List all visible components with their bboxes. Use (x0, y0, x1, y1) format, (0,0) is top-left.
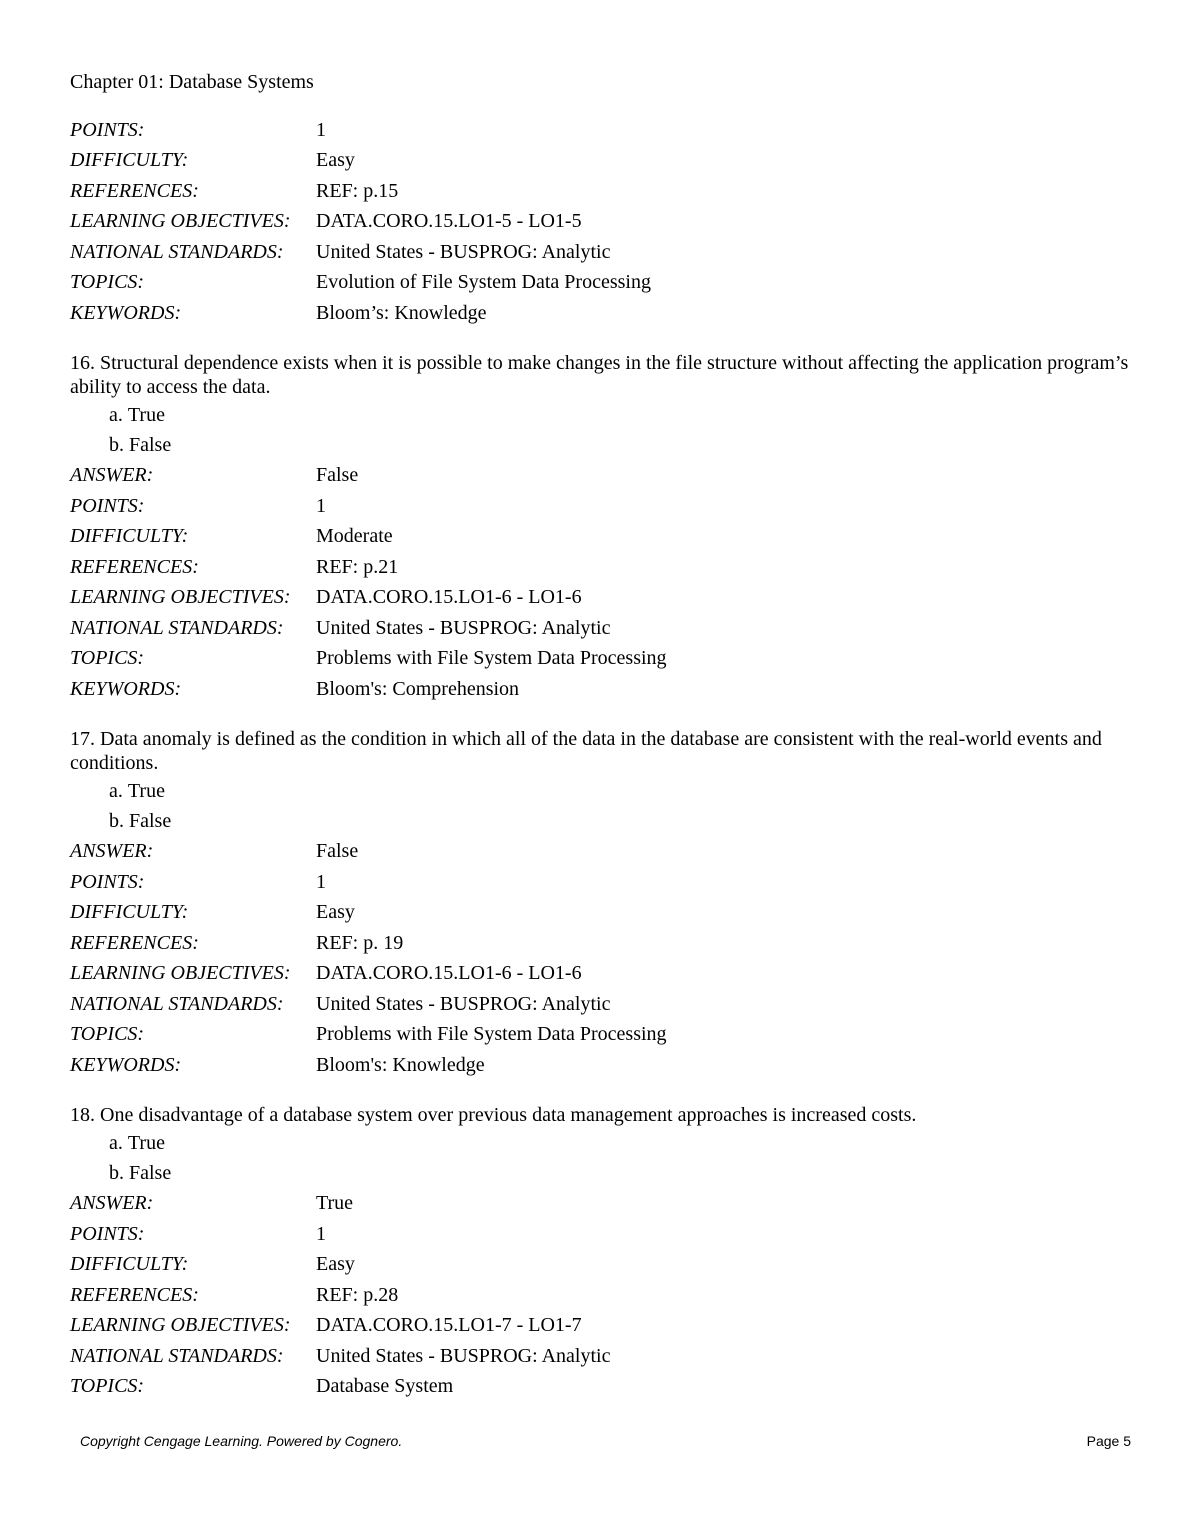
meta-label: DIFFICULTY: (70, 149, 189, 172)
meta-value: United States - BUSPROG: Analytic (316, 240, 611, 263)
meta-value: United States - BUSPROG: Analytic (316, 992, 611, 1015)
option-letter: a. (109, 1132, 123, 1154)
meta-label: ANSWER: (70, 1192, 154, 1215)
meta-label: DIFFICULTY: (70, 901, 189, 924)
meta-value: REF: p. 19 (316, 931, 404, 954)
meta-label: LEARNING OBJECTIVES: (70, 962, 291, 985)
meta-row (70, 898, 1130, 929)
meta-row (70, 268, 1130, 299)
meta-row (70, 552, 1130, 583)
meta-value: DATA.CORO.15.LO1-7 - LO1-7 (316, 1314, 582, 1337)
meta-label: REFERENCES: (70, 1283, 199, 1306)
meta-label: KEYWORDS: (70, 677, 182, 700)
option-text: False (129, 810, 172, 832)
meta-label: POINTS: (70, 870, 145, 893)
meta-row (70, 1280, 1130, 1311)
answer-options (70, 1129, 1130, 1189)
page-number: Page 5 (1086, 1433, 1131, 1449)
meta-row (70, 522, 1130, 553)
meta-value: Easy (316, 1253, 355, 1276)
meta-value: 1 (316, 1222, 326, 1245)
meta-label: REFERENCES: (70, 555, 199, 578)
meta-value: 1 (316, 870, 326, 893)
meta-label: POINTS: (70, 494, 145, 517)
meta-row (70, 1189, 1130, 1220)
meta-value: REF: p.21 (316, 555, 399, 578)
meta-value: DATA.CORO.15.LO1-6 - LO1-6 (316, 586, 582, 609)
meta-value: 1 (316, 118, 326, 141)
meta-value: Database System (316, 1375, 454, 1398)
meta-value: Bloom's: Comprehension (316, 677, 520, 700)
meta-row (70, 613, 1130, 644)
meta-value: Easy (316, 901, 355, 924)
meta-value: Problems with File System Data Processing (316, 647, 667, 670)
meta-label: TOPICS: (70, 647, 145, 670)
option-letter: b. (109, 434, 124, 456)
meta-value: Bloom’s: Knowledge (316, 301, 487, 324)
option-a (70, 401, 1130, 431)
meta-row (70, 583, 1130, 614)
meta-label: REFERENCES: (70, 179, 199, 202)
option-text: True (127, 404, 165, 426)
meta-row (70, 867, 1130, 898)
meta-row (70, 146, 1130, 177)
option-text: False (129, 434, 172, 456)
meta-value: Evolution of File System Data Processing (316, 271, 651, 294)
meta-label: LEARNING OBJECTIVES: (70, 1314, 291, 1337)
option-text: True (127, 1132, 165, 1154)
meta-row (70, 1050, 1130, 1081)
meta-label: NATIONAL STANDARDS: (70, 1344, 284, 1367)
option-a (70, 777, 1130, 807)
meta-row (70, 989, 1130, 1020)
question-16 (70, 351, 1130, 705)
meta-label: POINTS: (70, 1222, 145, 1245)
option-letter: b. (109, 810, 124, 832)
option-letter: b. (109, 1162, 124, 1184)
meta-value: True (316, 1192, 354, 1215)
meta-label: ANSWER: (70, 840, 154, 863)
meta-label: LEARNING OBJECTIVES: (70, 210, 291, 233)
meta-value: Moderate (316, 525, 393, 548)
page-footer (80, 1433, 1131, 1449)
meta-row (70, 298, 1130, 329)
question-18 (70, 1103, 1130, 1403)
meta-label: REFERENCES: (70, 931, 199, 954)
option-text: True (127, 780, 165, 802)
meta-row (70, 176, 1130, 207)
meta-row (70, 674, 1130, 705)
meta-label: KEYWORDS: (70, 301, 182, 324)
meta-row (70, 1219, 1130, 1250)
meta-row (70, 837, 1130, 868)
meta-row (70, 461, 1130, 492)
meta-label: TOPICS: (70, 271, 145, 294)
meta-row (70, 1372, 1130, 1403)
option-text: False (129, 1162, 172, 1184)
question-17 (70, 727, 1130, 1081)
answer-options (70, 777, 1130, 837)
meta-label: KEYWORDS: (70, 1053, 182, 1076)
question-text: 18. One disadvantage of a database system over previous data management approaches is increased costs. (70, 1103, 917, 1126)
meta-row (70, 1020, 1130, 1051)
meta-value: Bloom's: Knowledge (316, 1053, 485, 1076)
meta-value: REF: p.15 (316, 179, 399, 202)
meta-row (70, 1250, 1130, 1281)
question-text: 16. Structural dependence exists when it is possible to make changes in the file structure without affecting the application program’s ability to access the data. (70, 351, 1129, 398)
meta-value: United States - BUSPROG: Analytic (316, 1344, 611, 1367)
meta-label: POINTS: (70, 118, 145, 141)
meta-value: United States - BUSPROG: Analytic (316, 616, 611, 639)
meta-value: 1 (316, 494, 326, 517)
meta-label: DIFFICULTY: (70, 525, 189, 548)
option-a (70, 1129, 1130, 1159)
meta-row (70, 115, 1130, 146)
question-meta (70, 461, 1130, 705)
meta-label: NATIONAL STANDARDS: (70, 240, 284, 263)
meta-row (70, 1311, 1130, 1342)
question-meta (70, 837, 1130, 1081)
option-b (70, 431, 1130, 461)
meta-value: REF: p.28 (316, 1283, 399, 1306)
meta-value: Easy (316, 149, 355, 172)
copyright-notice: Copyright Cengage Learning. Powered by Cognero. (80, 1433, 403, 1449)
chapter-title: Chapter 01: Database Systems (70, 71, 314, 93)
meta-value: False (316, 464, 359, 487)
meta-label: NATIONAL STANDARDS: (70, 616, 284, 639)
meta-label: NATIONAL STANDARDS: (70, 992, 284, 1015)
meta-label: ANSWER: (70, 464, 154, 487)
meta-row (70, 491, 1130, 522)
meta-row (70, 207, 1130, 238)
meta-row (70, 959, 1130, 990)
meta-label: TOPICS: (70, 1375, 145, 1398)
meta-value: DATA.CORO.15.LO1-5 - LO1-5 (316, 210, 582, 233)
meta-row (70, 1341, 1130, 1372)
option-letter: a. (109, 780, 123, 802)
meta-label: TOPICS: (70, 1023, 145, 1046)
meta-value: DATA.CORO.15.LO1-6 - LO1-6 (316, 962, 582, 985)
meta-row (70, 644, 1130, 675)
meta-label: LEARNING OBJECTIVES: (70, 586, 291, 609)
option-b (70, 1159, 1130, 1189)
option-letter: a. (109, 404, 123, 426)
answer-options (70, 401, 1130, 461)
meta-row (70, 237, 1130, 268)
meta-value: Problems with File System Data Processing (316, 1023, 667, 1046)
meta-label: DIFFICULTY: (70, 1253, 189, 1276)
option-b (70, 807, 1130, 837)
meta-row (70, 928, 1130, 959)
meta-block-first (70, 115, 1130, 329)
question-text: 17. Data anomaly is defined as the condition in which all of the data in the database are consistent with the real-world events and conditions. (70, 727, 1102, 774)
meta-value: False (316, 840, 359, 863)
document-page (70, 70, 1130, 1402)
question-meta (70, 1189, 1130, 1403)
